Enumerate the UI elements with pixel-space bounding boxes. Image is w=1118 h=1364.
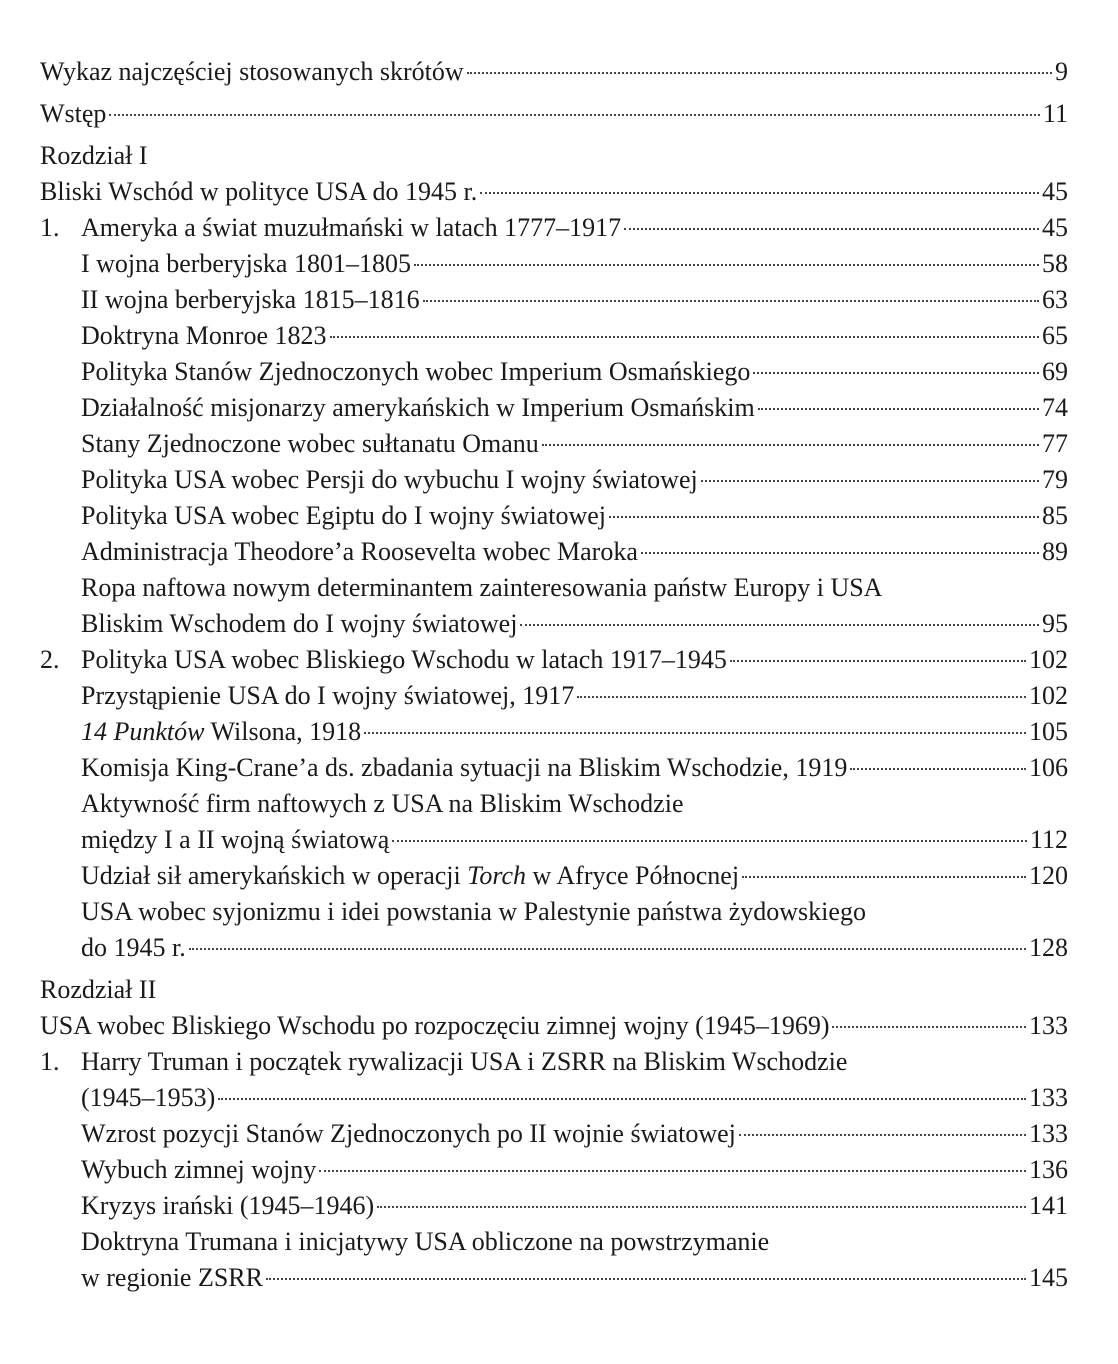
- toc-entry: [40, 678, 1068, 714]
- leader-dots: [739, 1134, 1026, 1136]
- leader-dots: [364, 732, 1026, 734]
- toc-entry: [40, 390, 1068, 426]
- toc-entry: [40, 354, 1068, 390]
- entry-page: 77: [1042, 429, 1068, 458]
- entry-page: 136: [1029, 1155, 1068, 1184]
- entry-title: I wojna berberyjska 1801–1805: [81, 249, 411, 278]
- leader-dots: [467, 72, 1052, 74]
- entry-title: II wojna berberyjska 1815–1816: [81, 285, 420, 314]
- leader-dots: [850, 768, 1026, 770]
- chapter-2-label: Rozdział II: [40, 975, 157, 1004]
- title-before: Udział sił amerykańskich w operacji: [81, 861, 468, 890]
- entry-page: 11: [1042, 99, 1068, 128]
- entry-title: USA wobec syjonizmu i idei powstania w Palestynie państwa żydowskiego: [81, 897, 866, 926]
- leader-dots: [577, 696, 1026, 698]
- toc-entry-intro: [40, 96, 1068, 132]
- entry-page: 141: [1029, 1191, 1068, 1220]
- leader-dots: [377, 1206, 1026, 1208]
- entry-title: do 1945 r.: [81, 933, 186, 962]
- leader-dots: [330, 336, 1039, 338]
- entry-page: 9: [1055, 57, 1068, 86]
- entry-title: Polityka USA wobec Egiptu do I wojny światowej: [81, 501, 607, 530]
- entry-title: Harry Truman i początek rywalizacji USA i ZSRR na Bliskim Wschodzie: [81, 1047, 848, 1076]
- toc-entry: [40, 534, 1068, 570]
- entry-page: 58: [1042, 249, 1068, 278]
- toc-entry: [40, 1188, 1068, 1224]
- entry-title: Wykaz najczęściej stosowanych skrótów: [40, 57, 464, 86]
- entry-page: 102: [1029, 681, 1068, 710]
- leader-dots: [609, 516, 1039, 518]
- entry-page: 79: [1042, 465, 1068, 494]
- toc-entry: [40, 1152, 1068, 1188]
- toc-entry-14-points: [40, 714, 1068, 750]
- entry-page: 45: [1042, 177, 1068, 206]
- leader-dots: [701, 480, 1039, 482]
- entry-title: Bliski Wschód w polityce USA do 1945 r.: [40, 177, 478, 206]
- toc-entry: [40, 498, 1068, 534]
- leader-dots: [520, 624, 1039, 626]
- entry-title: Polityka USA wobec Bliskiego Wschodu w latach 1917–1945: [81, 645, 727, 674]
- entry-page: 128: [1029, 933, 1068, 962]
- toc-entry-zionism-line2: [40, 930, 1068, 966]
- toc-section-2-1-line2: [40, 1080, 1068, 1116]
- leader-dots: [319, 1170, 1026, 1172]
- leader-dots: [218, 1098, 1026, 1100]
- entry-title: Ropa naftowa nowym determinantem zainteresowania państw Europy i USA: [81, 573, 883, 602]
- toc-entry-oil-firms-line1: [40, 786, 1068, 822]
- toc-entry: [40, 1116, 1068, 1152]
- entry-title: USA wobec Bliskiego Wschodu po rozpoczęciu zimnej wojny (1945–1969): [40, 1011, 830, 1040]
- entry-title: Wstęp: [40, 99, 107, 128]
- toc-entry: [40, 318, 1068, 354]
- leader-dots: [758, 408, 1039, 410]
- toc-entry-zionism-line1: [40, 894, 1068, 930]
- entry-title: Ameryka a świat muzułmański w latach 1777–1917: [81, 213, 622, 242]
- toc-entry: [40, 426, 1068, 462]
- toc-entry: [40, 282, 1068, 318]
- section-number: 1.: [40, 1047, 60, 1076]
- entry-page: 45: [1042, 213, 1068, 242]
- toc-entry-doctrine-line1: [40, 1224, 1068, 1260]
- entry-title: Doktryna Monroe 1823: [81, 321, 327, 350]
- entry-title: Działalność misjonarzy amerykańskich w Imperium Osmańskim: [81, 393, 755, 422]
- entry-page: 133: [1029, 1011, 1068, 1040]
- entry-title: [81, 858, 739, 894]
- entry-title: między I a II wojną światową: [81, 825, 390, 854]
- entry-page: 145: [1029, 1263, 1068, 1292]
- title-rest: Wilsona, 1918: [204, 717, 362, 746]
- entry-page: 89: [1042, 537, 1068, 566]
- chapter-2-title: [40, 1008, 1068, 1044]
- leader-dots: [753, 372, 1039, 374]
- entry-title: Polityka USA wobec Persji do wybuchu I wojny światowej: [81, 465, 698, 494]
- toc-entry: [40, 246, 1068, 282]
- leader-dots: [266, 1278, 1026, 1280]
- toc-entry-torch: [40, 858, 1068, 894]
- toc-entry: [40, 462, 1068, 498]
- entry-page: 95: [1042, 609, 1068, 638]
- entry-title: Wybuch zimnej wojny: [81, 1155, 317, 1184]
- leader-dots: [392, 840, 1027, 842]
- entry-title: Administracja Theodore’a Roosevelta wobec Maroka: [81, 537, 638, 566]
- entry-title: Bliskim Wschodem do I wojny światowej: [81, 609, 518, 638]
- leader-dots: [742, 876, 1026, 878]
- entry-title: Stany Zjednoczone wobec sułtanatu Omanu: [81, 429, 539, 458]
- leader-dots: [414, 264, 1039, 266]
- entry-title: Komisja King-Crane’a ds. zbadania sytuacji na Bliskim Wschodzie, 1919: [81, 753, 848, 782]
- toc-section-2-1-line1: [40, 1044, 1068, 1080]
- toc-entry-oil-line2: [40, 606, 1068, 642]
- entry-title: (1945–1953): [81, 1083, 216, 1112]
- entry-page: 74: [1042, 393, 1068, 422]
- entry-title: Wzrost pozycji Stanów Zjednoczonych po II wojnie światowej: [81, 1119, 736, 1148]
- toc-entry-oil-line1: [40, 570, 1068, 606]
- entry-page: 120: [1029, 861, 1068, 890]
- toc-entry-oil-firms-line2: [40, 822, 1068, 858]
- italic-title: 14 Punktów: [81, 717, 205, 746]
- entry-page: 69: [1042, 357, 1068, 386]
- entry-title: Kryzys irański (1945–1946): [81, 1191, 375, 1220]
- entry-title: Doktryna Trumana i inicjatywy USA obliczone na powstrzymanie: [81, 1227, 770, 1256]
- chapter-1-label: Rozdział I: [40, 141, 148, 170]
- leader-dots: [542, 444, 1039, 446]
- italic-title: Torch: [467, 861, 527, 890]
- entry-page: 106: [1029, 753, 1068, 782]
- entry-page: 102: [1029, 645, 1068, 674]
- chapter-1-title: [40, 174, 1068, 210]
- entry-title: Przystąpienie USA do I wojny światowej, 1917: [81, 681, 575, 710]
- toc-section-1-1: [40, 210, 1068, 246]
- title-after: w Afryce Północnej: [526, 861, 740, 890]
- leader-dots: [109, 114, 1040, 116]
- entry-page: 63: [1042, 285, 1068, 314]
- leader-dots: [730, 660, 1026, 662]
- entry-page: 85: [1042, 501, 1068, 530]
- entry-title: Aktywność firm naftowych z USA na Bliskim Wschodzie: [81, 789, 684, 818]
- leader-dots: [624, 228, 1039, 230]
- section-number: 1.: [40, 213, 60, 242]
- toc-section-1-2: [40, 642, 1068, 678]
- leader-dots: [641, 552, 1039, 554]
- entry-page: 133: [1029, 1119, 1068, 1148]
- entry-title: w regionie ZSRR: [81, 1263, 263, 1292]
- leader-dots: [832, 1026, 1026, 1028]
- entry-page: 112: [1029, 825, 1068, 854]
- entry-page: 105: [1029, 717, 1068, 746]
- toc-entry-abbreviations: [40, 54, 1068, 90]
- leader-dots: [423, 300, 1039, 302]
- entry-page: 65: [1042, 321, 1068, 350]
- section-number: 2.: [40, 645, 60, 674]
- leader-dots: [480, 192, 1039, 194]
- entry-page: 133: [1029, 1083, 1068, 1112]
- toc-entry-doctrine-line2: [40, 1260, 1068, 1296]
- toc-entry: [40, 750, 1068, 786]
- entry-title: [81, 714, 361, 750]
- entry-title: Polityka Stanów Zjednoczonych wobec Imperium Osmańskiego: [81, 357, 751, 386]
- leader-dots: [189, 948, 1026, 950]
